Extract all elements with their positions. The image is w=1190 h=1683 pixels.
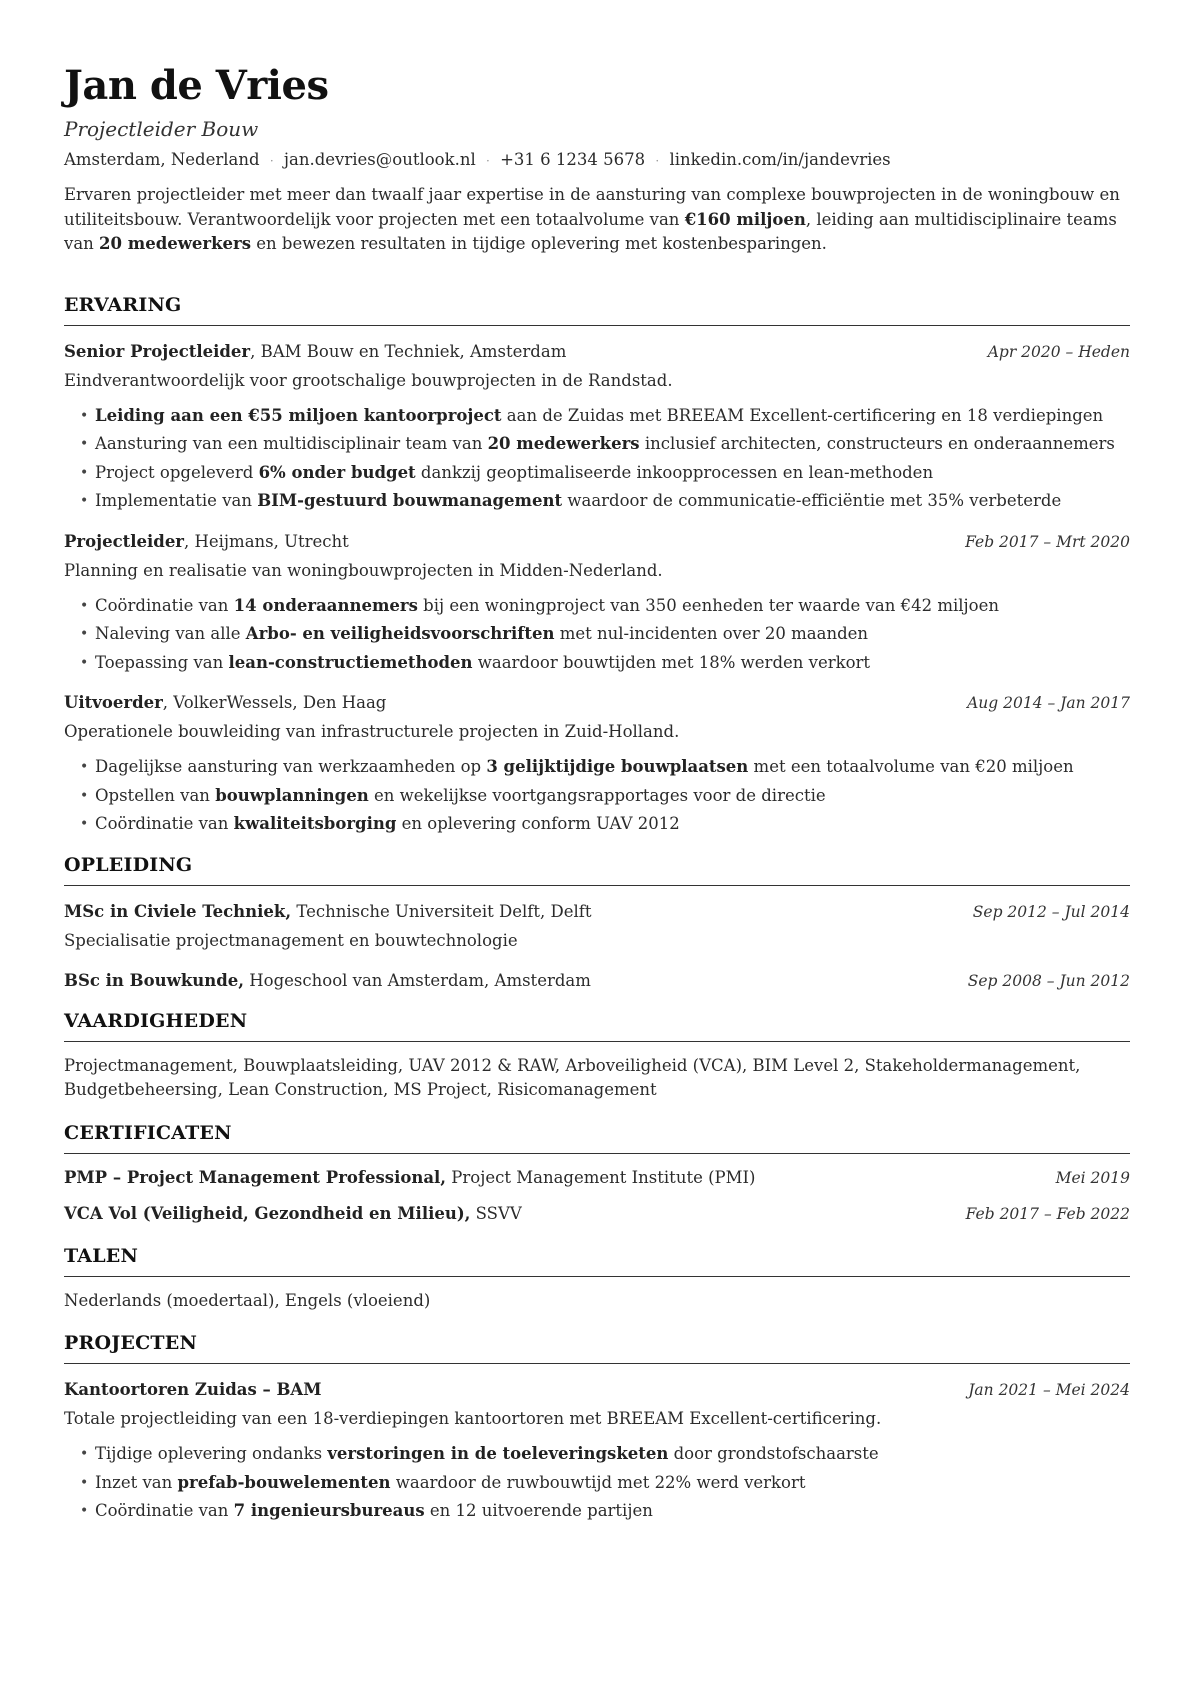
section-title: PROJECTEN bbox=[64, 1331, 1130, 1364]
achievement-item: • Opstellen van bouwplanningen en wekelijkse voortgangsrapportages voor de directie bbox=[80, 782, 1130, 811]
entry-heading bbox=[64, 1166, 755, 1190]
achievement-item: • Project opgeleverd 6% onder budget dankzij geoptimaliseerde inkoopprocessen en lean-methoden bbox=[80, 459, 1130, 488]
entry-heading bbox=[64, 1202, 522, 1226]
project-name: Kantoortoren Zuidas – BAM bbox=[64, 1380, 322, 1399]
contact-phone[interactable]: +31 6 1234 5678 bbox=[500, 150, 646, 169]
experience-entry bbox=[64, 691, 1130, 839]
entry-date: Sep 2008 – Jun 2012 bbox=[967, 971, 1130, 990]
entry-heading bbox=[64, 900, 592, 924]
certificate-issuer: SSVV bbox=[470, 1203, 522, 1223]
achievement-item: • Aansturing van een multidisciplinair team van 20 medewerkers inclusief architecten, constructeurs en onderaannemers bbox=[80, 430, 1130, 459]
separator-dot: · bbox=[269, 154, 274, 168]
section-title: ERVARING bbox=[64, 293, 1130, 326]
languages-list: Nederlands (moedertaal), Engels (vloeiend) bbox=[64, 1290, 431, 1310]
achievement-item: • Inzet van prefab-bouwelementen waardoor de ruwbouwtijd met 22% werd verkort bbox=[80, 1469, 1130, 1498]
achievement-item: • Coördinatie van kwaliteitsborging en oplevering conform UAV 2012 bbox=[80, 810, 1130, 839]
entry-description: Operationele bouwleiding van infrastructurele projecten in Zuid-Holland. bbox=[64, 722, 680, 741]
certificate-entry bbox=[64, 1166, 1130, 1190]
resume-page bbox=[64, 60, 1130, 1526]
entry-heading bbox=[64, 691, 386, 715]
achievement-list bbox=[64, 402, 1130, 516]
entry-description: Eindverantwoordelijk voor grootschalige bouwprojecten in de Randstad. bbox=[64, 370, 673, 390]
certificate-name: VCA Vol (Veiligheid, Gezondheid en Milieu), bbox=[64, 1203, 471, 1223]
candidate-role: Projectleider Bouw bbox=[64, 117, 259, 141]
contact-line bbox=[64, 148, 1130, 173]
job-position: Uitvoerder bbox=[64, 693, 163, 712]
job-organization: , BAM Bouw en Techniek, Amsterdam bbox=[250, 341, 567, 361]
certificate-issuer: Project Management Institute (PMI) bbox=[446, 1167, 756, 1187]
achievement-list bbox=[64, 1440, 1130, 1526]
school-name: Technische Universiteit Delft, Delft bbox=[291, 901, 592, 921]
entry-description: Specialisatie projectmanagement en bouwtechnologie bbox=[64, 930, 518, 950]
profile-summary bbox=[64, 183, 1130, 257]
entry-heading bbox=[64, 340, 566, 364]
degree-name: BSc in Bouwkunde, bbox=[64, 970, 245, 990]
entry-header bbox=[64, 900, 1130, 924]
education-entry bbox=[64, 900, 1130, 953]
section-experience bbox=[64, 293, 1130, 839]
achievement-item: • Dagelijkse aansturing van werkzaamheden op 3 gelijktijdige bouwplaatsen met een totaalvolume van €20 miljoen bbox=[80, 753, 1130, 782]
section-projects bbox=[64, 1331, 1130, 1526]
job-position: Senior Projectleider bbox=[64, 341, 251, 361]
experience-entry bbox=[64, 340, 1130, 516]
summary-text: Ervaren projectleider met meer dan twaalf jaar expertise in de aansturing van complexe bouwprojecten in de woningbouw en utiliteitsbouw. Verantwoordelijk voor projecten met een totaalvolume van bbox=[64, 185, 1120, 229]
separator-dot: · bbox=[486, 154, 490, 168]
certificate-entry bbox=[64, 1202, 1130, 1226]
entry-description: Planning en realisatie van woningbouwprojecten in Midden-Nederland. bbox=[64, 560, 663, 580]
entry-date: Apr 2020 – Heden bbox=[987, 342, 1130, 361]
achievement-item: • Naleving van alle Arbo- en veiligheidsvoorschriften met nul-incidenten over 20 maanden bbox=[80, 620, 1130, 649]
entry-header bbox=[64, 969, 1130, 993]
section-skills bbox=[64, 1009, 1130, 1103]
section-languages bbox=[64, 1244, 1130, 1314]
entry-date: Feb 2017 – Feb 2022 bbox=[965, 1204, 1130, 1223]
job-organization: , Heijmans, Utrecht bbox=[184, 531, 349, 551]
section-certificates bbox=[64, 1121, 1130, 1226]
certificate-name: PMP – Project Management Professional, bbox=[64, 1167, 447, 1187]
degree-name: MSc in Civiele Techniek, bbox=[64, 901, 292, 921]
job-organization: , VolkerWessels, Den Haag bbox=[162, 693, 387, 712]
school-name: Hogeschool van Amsterdam, Amsterdam bbox=[244, 970, 591, 990]
entry-header bbox=[64, 340, 1130, 364]
summary-highlight: €160 miljoen bbox=[684, 209, 806, 229]
contact-location: Amsterdam, Nederland bbox=[64, 150, 260, 169]
entry-date: Mei 2019 bbox=[1055, 1168, 1130, 1187]
section-title: OPLEIDING bbox=[64, 853, 1130, 886]
entry-date: Jan 2021 – Mei 2024 bbox=[968, 1381, 1130, 1399]
achievement-item: • Toepassing van lean-constructiemethoden waardoor bouwtijden met 18% werden verkort bbox=[80, 649, 1130, 678]
section-title: TALEN bbox=[64, 1244, 1130, 1277]
entry-date: Aug 2014 – Jan 2017 bbox=[967, 694, 1130, 712]
achievement-item: • Implementatie van BIM-gestuurd bouwmanagement waardoor de communicatie-efficiëntie met 35% verbeterde bbox=[80, 487, 1130, 516]
summary-highlight: 20 medewerkers bbox=[99, 234, 252, 253]
achievement-list bbox=[64, 753, 1130, 839]
experience-entry bbox=[64, 530, 1130, 678]
achievement-item: • Tijdige oplevering ondanks verstoringen in de toeleveringsketen door grondstofschaarste bbox=[80, 1440, 1130, 1469]
resume-header bbox=[64, 60, 1130, 257]
summary-text: en bewezen resultaten in tijdige oplevering met kostenbesparingen. bbox=[251, 234, 827, 253]
section-title: VAARDIGHEDEN bbox=[64, 1009, 1130, 1042]
entry-header bbox=[64, 530, 1130, 554]
achievement-item: • Leiding aan een €55 miljoen kantoorproject aan de Zuidas met BREEAM Excellent-certificering en 18 verdiepingen bbox=[80, 402, 1130, 431]
candidate-name: Jan de Vries bbox=[64, 62, 329, 109]
separator-dot: · bbox=[655, 154, 660, 168]
entry-header bbox=[64, 1378, 1130, 1402]
entry-header bbox=[64, 1202, 1130, 1226]
summary-text: , leiding aan multidisciplinaire teams van bbox=[64, 209, 1117, 253]
entry-date: Feb 2017 – Mrt 2020 bbox=[965, 532, 1130, 551]
entry-heading bbox=[64, 530, 349, 554]
job-position: Projectleider bbox=[64, 531, 185, 551]
entry-header bbox=[64, 1166, 1130, 1190]
project-entry bbox=[64, 1378, 1130, 1526]
skills-list: Projectmanagement, Bouwplaatsleiding, UAV 2012 & RAW, Arboveiligheid (VCA), BIM Level 2, Stakeholdermanagement, Budgetbeheersing, Lean Construction, MS Project, Risicomanagement bbox=[64, 1055, 1081, 1099]
entry-date: Sep 2012 – Jul 2014 bbox=[972, 902, 1130, 921]
achievement-list bbox=[64, 592, 1130, 678]
achievement-item: • Coördinatie van 7 ingenieursbureaus en 12 uitvoerende partijen bbox=[80, 1497, 1130, 1526]
entry-description: Totale projectleiding van een 18-verdiepingen kantoortoren met BREEAM Excellent-certificering. bbox=[64, 1409, 882, 1428]
education-entry bbox=[64, 969, 1130, 993]
achievement-item: • Coördinatie van 14 onderaannemers bij een woningproject van 350 eenheden ter waarde van €42 miljoen bbox=[80, 592, 1130, 621]
contact-email[interactable]: jan.devries@outlook.nl bbox=[283, 150, 476, 169]
contact-linkedin[interactable]: linkedin.com/in/jandevries bbox=[669, 150, 891, 169]
entry-heading bbox=[64, 969, 591, 993]
entry-header bbox=[64, 691, 1130, 715]
section-title: CERTIFICATEN bbox=[64, 1121, 1130, 1154]
section-education bbox=[64, 853, 1130, 993]
